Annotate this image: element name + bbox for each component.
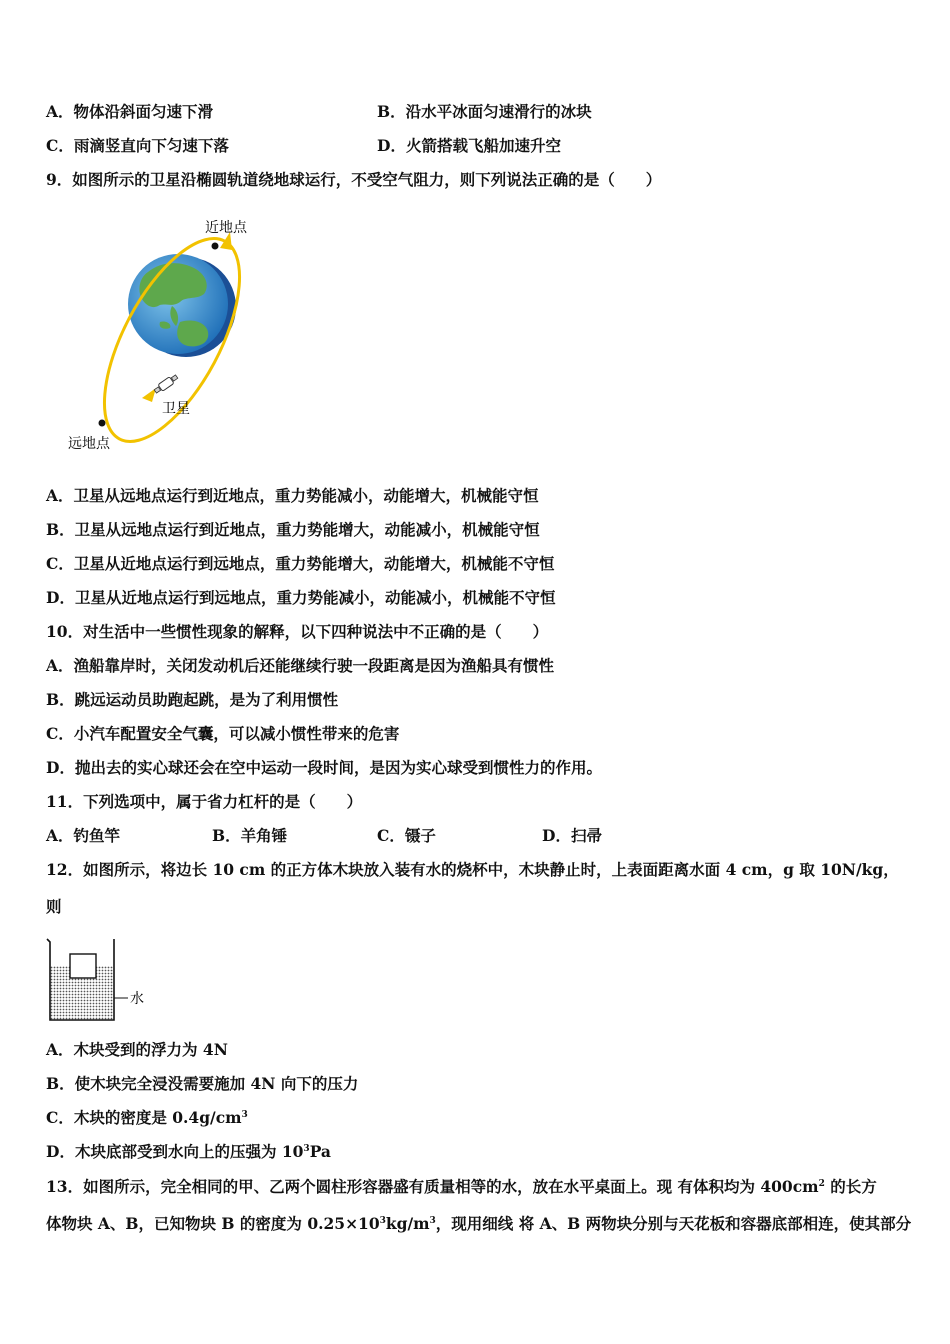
q8-option-b: B．沿水平冰面匀速滑行的冰块: [377, 102, 592, 121]
q12-option-c-sup: 3: [241, 1109, 248, 1120]
q13-line2-sup2: 3: [429, 1215, 436, 1226]
q9-option-d: D．卫星从近地点运行到远地点，重力势能减小，动能减小，机械能不守恒: [46, 588, 556, 607]
q9-option-c: C．卫星从近地点运行到远地点，重力势能增大，动能增大，机械能不守恒: [46, 554, 555, 573]
q10-stem: 10．对生活中一些惯性现象的解释，以下四种说法中不正确的是（ ）: [46, 622, 549, 641]
q10-option-b: B．跳远运动员助跑起跳，是为了利用惯性: [46, 690, 339, 709]
q9-option-b: B．卫星从远地点运行到近地点，重力势能增大，动能减小，机械能守恒: [46, 520, 540, 539]
q11-option-b: B．羊角锤: [212, 826, 288, 845]
q11-option-c: C．镊子: [377, 826, 436, 845]
q12-stem-line2: 则: [46, 897, 62, 916]
q12-option-c-text: C．木块的密度是 0.4g/cm: [46, 1108, 242, 1127]
q12-option-d-unit: Pa: [309, 1142, 331, 1161]
q13-line1-sup: 2: [818, 1178, 825, 1189]
satellite-orbit-figure: [60, 210, 260, 460]
q10-option-d: D．抛出去的实心球还会在空中运动一段时间，是因为实心球受到惯性力的作用。: [46, 758, 602, 777]
satellite-icon: [153, 373, 179, 394]
q12-option-d: [46, 1142, 331, 1162]
q11-stem: 11．下列选项中，属于省力杠杆的是（ ）: [46, 792, 363, 811]
q10-option-a: A．渔船靠岸时，关闭发动机后还能继续行驶一段距离是因为渔船具有惯性: [46, 656, 555, 675]
q13-stem-line1: [46, 1177, 877, 1197]
q10-option-c: C．小汽车配置安全气囊，可以减小惯性带来的危害: [46, 724, 400, 743]
q9-stem: 9．如图所示的卫星沿椭圆轨道绕地球运行，不受空气阻力，则下列说法正确的是（ ）: [46, 170, 662, 189]
q11-option-a: A．钓鱼竿: [46, 826, 121, 845]
q11-option-d: D．扫帚: [542, 826, 602, 845]
wood-block: [70, 954, 96, 978]
beaker-figure: [44, 936, 154, 1026]
perigee-label: 近地点: [205, 220, 247, 236]
q13-stem-line2: [46, 1214, 911, 1234]
apogee-label: 远地点: [68, 436, 110, 452]
orbit-arrow-lower: [142, 388, 156, 402]
q12-stem-line1: 12．如图所示，将边长 10 cm 的正方体木块放入装有水的烧杯中，木块静止时，上表面距离水面 4 cm，g 取 10N/kg，: [46, 860, 899, 879]
apogee-dot: [99, 420, 106, 427]
q12-option-b: B．使木块完全浸没需要施加 4N 向下的压力: [46, 1074, 359, 1093]
satellite-label: 卫星: [162, 401, 190, 417]
q9-option-a: A．卫星从远地点运行到近地点，重力势能减小，动能增大，机械能守恒: [46, 486, 539, 505]
q8-option-c: C．雨滴竖直向下匀速下落: [46, 136, 229, 155]
q12-option-d-text: D．木块底部受到水向上的压强为 10: [46, 1142, 304, 1161]
q12-option-d-sup: 3: [303, 1143, 310, 1154]
q13-line1-tail: 的长方: [824, 1177, 877, 1196]
q12-option-a: A．木块受到的浮力为 4N: [46, 1040, 228, 1059]
q13-line2-sup: 3: [379, 1215, 386, 1226]
q8-option-d: D．火箭搭载飞船加速升空: [377, 136, 561, 155]
q12-option-c: [46, 1108, 248, 1128]
q13-line1-text: 13．如图所示，完全相同的甲、乙两个圆柱形容器盛有质量相等的水，放在水平桌面上。现 有体积均为 400cm: [46, 1177, 819, 1196]
q8-option-a: A．物体沿斜面匀速下滑: [46, 102, 214, 121]
q13-line2-tail: ，现用细线 将 A、B 两物块分别与天花板和容器底部相连，使其部分: [435, 1214, 912, 1233]
perigee-dot: [212, 243, 219, 250]
q13-line2-unit: kg/m: [385, 1214, 430, 1233]
q13-line2-text: 体物块 A、B，已知物块 B 的密度为 0.25×10: [46, 1214, 380, 1233]
water-label: 水: [130, 991, 144, 1007]
